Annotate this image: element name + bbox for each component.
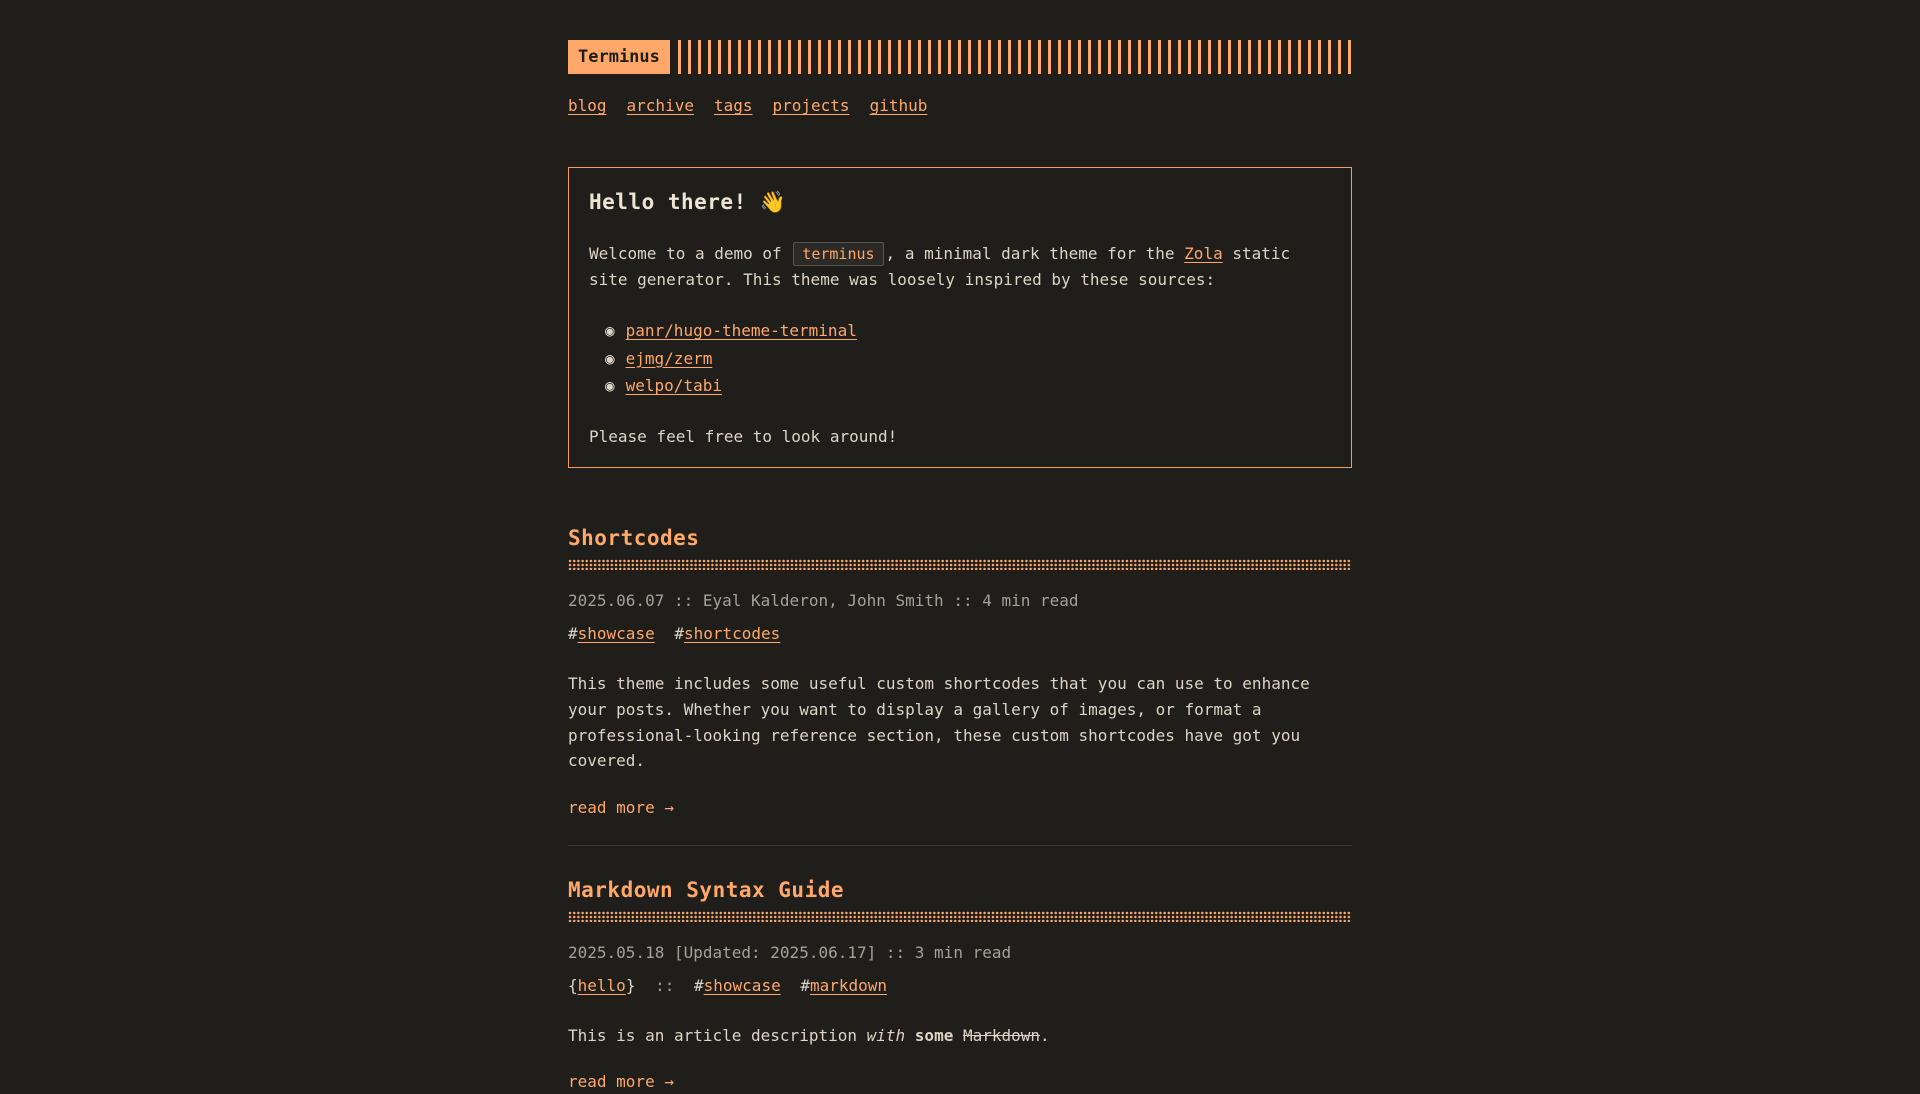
post-markdown-syntax-guide [568, 878, 1352, 1094]
series-link-hello[interactable] [568, 976, 635, 995]
post-divider [568, 845, 1352, 846]
tag-hash: # [568, 624, 578, 644]
tags-separator: :: [655, 975, 675, 995]
post-tags [568, 973, 1352, 998]
post-tags [568, 621, 1352, 646]
list-item [605, 317, 1331, 345]
post-title-link[interactable]: Markdown Syntax Guide [568, 877, 845, 902]
source-link-zerm[interactable]: ejmg/zerm [625, 348, 713, 368]
intro-text-prefix: Welcome to a demo of [589, 244, 792, 263]
list-item [605, 372, 1331, 400]
read-more-link[interactable]: read more → [568, 1072, 674, 1092]
desc-bold-text: some [914, 1025, 954, 1045]
main-nav [568, 96, 1352, 115]
tag-link[interactable]: showcase [703, 975, 781, 995]
dotted-rule [568, 911, 1352, 922]
desc-space [905, 1026, 915, 1045]
tag-hash: # [800, 975, 810, 995]
source-link-tabi[interactable]: welpo/tabi [625, 376, 722, 396]
tag-hash: # [694, 975, 704, 995]
post-meta: 2025.05.18 [Updated: 2025.06.17] :: 3 min read [568, 942, 1012, 962]
read-more-link[interactable]: read more → [568, 797, 674, 817]
tag-hash: # [674, 624, 684, 644]
tag-showcase [568, 624, 655, 643]
tag-shortcodes [674, 624, 780, 643]
intro-text-mid: , a minimal dark theme for the [885, 244, 1185, 263]
post-title-link[interactable]: Shortcodes [568, 526, 700, 551]
desc-space [953, 1026, 963, 1045]
intro-text-suffix: static site generator. This theme was loosely inspired by these sources: [589, 244, 1291, 289]
post-description [568, 1023, 1352, 1049]
series-brace-open: { [568, 975, 578, 995]
desc-text: . [1040, 1025, 1050, 1045]
logo-row [568, 40, 1352, 74]
desc-strikethrough-text: Markdown [962, 1025, 1041, 1045]
dotted-rule [568, 559, 1352, 570]
welcome-intro [589, 241, 1331, 292]
page-container [568, 0, 1352, 1094]
series-link-label[interactable]: hello [577, 975, 626, 995]
list-bullet-icon: ◉ [605, 321, 615, 341]
post-description: This theme includes some useful custom shortcodes that you can use to enhance your posts. Whether you want to display a gallery of images, or format a professional-looking reference section, these custom shortcodes have got you covered. [568, 674, 1310, 771]
nav-link-github[interactable]: github [869, 96, 928, 115]
list-bullet-icon: ◉ [605, 348, 615, 368]
welcome-heading: Hello there! 👋 [589, 190, 787, 214]
post-shortcodes [568, 526, 1352, 819]
nav-link-tags[interactable]: tags [713, 96, 753, 115]
list-item [605, 345, 1331, 373]
nav-link-archive[interactable]: archive [626, 96, 694, 115]
desc-text: This is an article description [568, 1025, 867, 1045]
inline-code-terminus: terminus [793, 242, 883, 266]
post-meta: 2025.06.07 :: Eyal Kalderon, John Smith :: 4 min read [568, 591, 1079, 611]
tag-link[interactable]: showcase [577, 624, 655, 644]
list-bullet-icon: ◉ [605, 376, 615, 396]
site-header [568, 40, 1352, 115]
nav-link-blog[interactable]: blog [568, 96, 607, 115]
nav-link-projects[interactable]: projects [772, 96, 850, 115]
welcome-outro: Please feel free to look around! [589, 426, 898, 446]
site-logo[interactable]: Terminus [568, 40, 670, 74]
tag-showcase [694, 976, 781, 995]
series-brace-close: } [625, 975, 636, 995]
header-stripes-decoration [678, 40, 1352, 74]
tag-link[interactable]: shortcodes [683, 624, 781, 644]
desc-italic-text: with [866, 1025, 906, 1045]
source-link-hugo-theme-terminal[interactable]: panr/hugo-theme-terminal [625, 321, 857, 341]
sources-list [589, 317, 1331, 400]
tag-markdown [800, 976, 887, 995]
tag-link[interactable]: markdown [809, 975, 888, 995]
zola-link[interactable]: Zola [1184, 244, 1223, 263]
main-content [568, 167, 1352, 1094]
welcome-box [568, 167, 1352, 468]
